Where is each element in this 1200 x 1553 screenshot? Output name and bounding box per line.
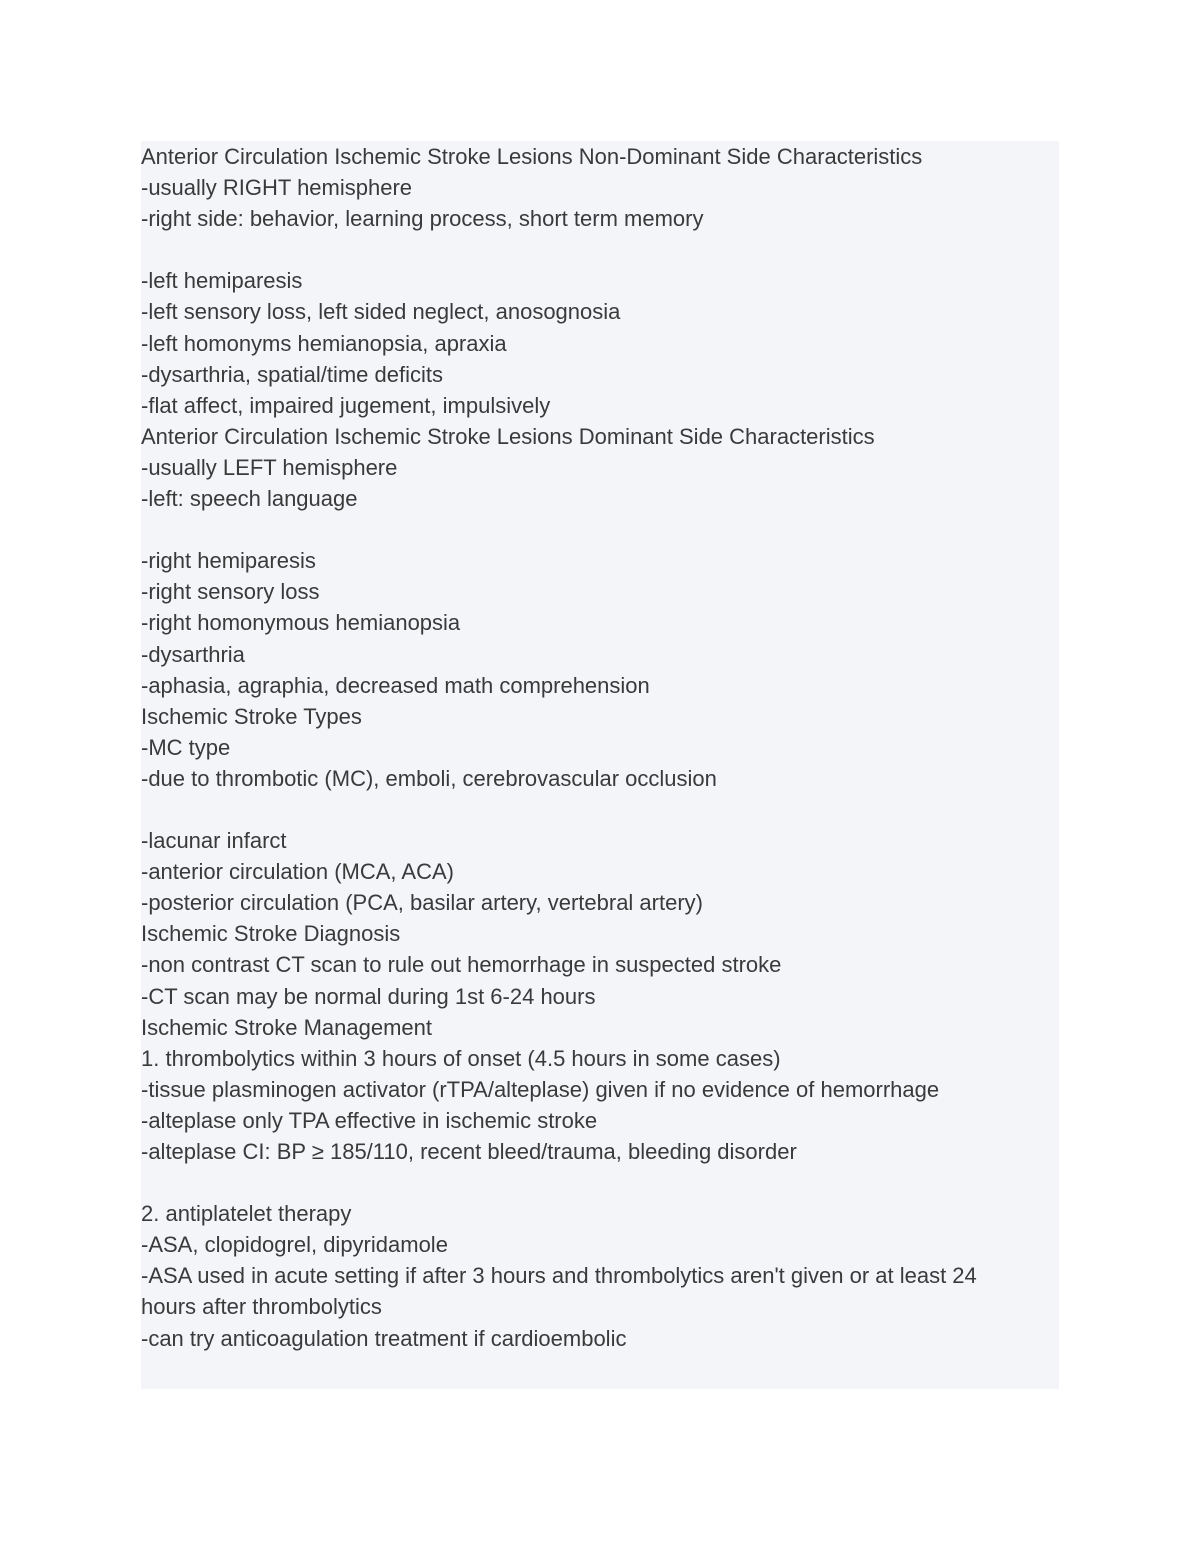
note-line: -left homonyms hemianopsia, apraxia (141, 330, 507, 356)
note-line: -ASA used in acute setting if after 3 hours and thrombolytics aren't given or at least 24 (141, 1263, 977, 1289)
note-line: -due to thrombotic (MC), emboli, cerebrovascular occlusion (141, 765, 717, 791)
blank-line (141, 1167, 1059, 1198)
note-line: -flat affect, impaired jugement, impulsively (141, 392, 551, 418)
note-line: -right homonymous hemianopsia (141, 610, 461, 636)
note-line: -CT scan may be normal during 1st 6-24 hours (141, 983, 596, 1009)
note-line: -right side: behavior, learning process, short term memory (141, 206, 704, 232)
note-content (141, 141, 1059, 1354)
note-line: 1. thrombolytics within 3 hours of onset (4.5 hours in some cases) (141, 1045, 781, 1071)
note-line: -ASA, clopidogrel, dipyridamole (141, 1232, 448, 1258)
note-line: -dysarthria (141, 641, 245, 667)
note-line: -tissue plasminogen activator (rTPA/alteplase) given if no evidence of hemorrhage (141, 1076, 940, 1102)
note-line: -can try anticoagulation treatment if cardioembolic (141, 1325, 627, 1351)
note-line: -left: speech language (141, 486, 358, 512)
note-line: -usually RIGHT hemisphere (141, 175, 413, 201)
note-line: 2. antiplatelet therapy (141, 1201, 352, 1227)
section-heading: Ischemic Stroke Types (141, 703, 362, 729)
note-line: -anterior circulation (MCA, ACA) (141, 859, 454, 885)
blank-line (141, 514, 1059, 545)
note-line: -non contrast CT scan to rule out hemorrhage in suspected stroke (141, 952, 782, 978)
note-line: -right sensory loss (141, 579, 320, 605)
note-line: -MC type (141, 734, 231, 760)
section-heading: Anterior Circulation Ischemic Stroke Lesions Dominant Side Characteristics (141, 423, 875, 449)
blank-line (141, 794, 1059, 825)
note-line: -alteplase only TPA effective in ischemic stroke (141, 1107, 598, 1133)
note-line: -right hemiparesis (141, 548, 316, 574)
section-heading: Ischemic Stroke Diagnosis (141, 921, 401, 947)
note-line: -alteplase CI: BP ≥ 185/110, recent bleed/trauma, bleeding disorder (141, 1139, 797, 1164)
note-line: -usually LEFT hemisphere (141, 454, 398, 480)
section-heading: Anterior Circulation Ischemic Stroke Lesions Non-Dominant Side Characteristics (141, 144, 923, 169)
note-line: -lacunar infarct (141, 828, 287, 854)
note-line: -left sensory loss, left sided neglect, anosognosia (141, 299, 621, 325)
note-line: -aphasia, agraphia, decreased math comprehension (141, 672, 650, 698)
blank-line (141, 234, 1059, 265)
note-line: hours after thrombolytics (141, 1294, 382, 1320)
section-heading: Ischemic Stroke Management (141, 1014, 433, 1040)
note-line: -dysarthria, spatial/time deficits (141, 361, 443, 387)
note-line: -left hemiparesis (141, 268, 303, 294)
note-line: -posterior circulation (PCA, basilar artery, vertebral artery) (141, 890, 703, 916)
